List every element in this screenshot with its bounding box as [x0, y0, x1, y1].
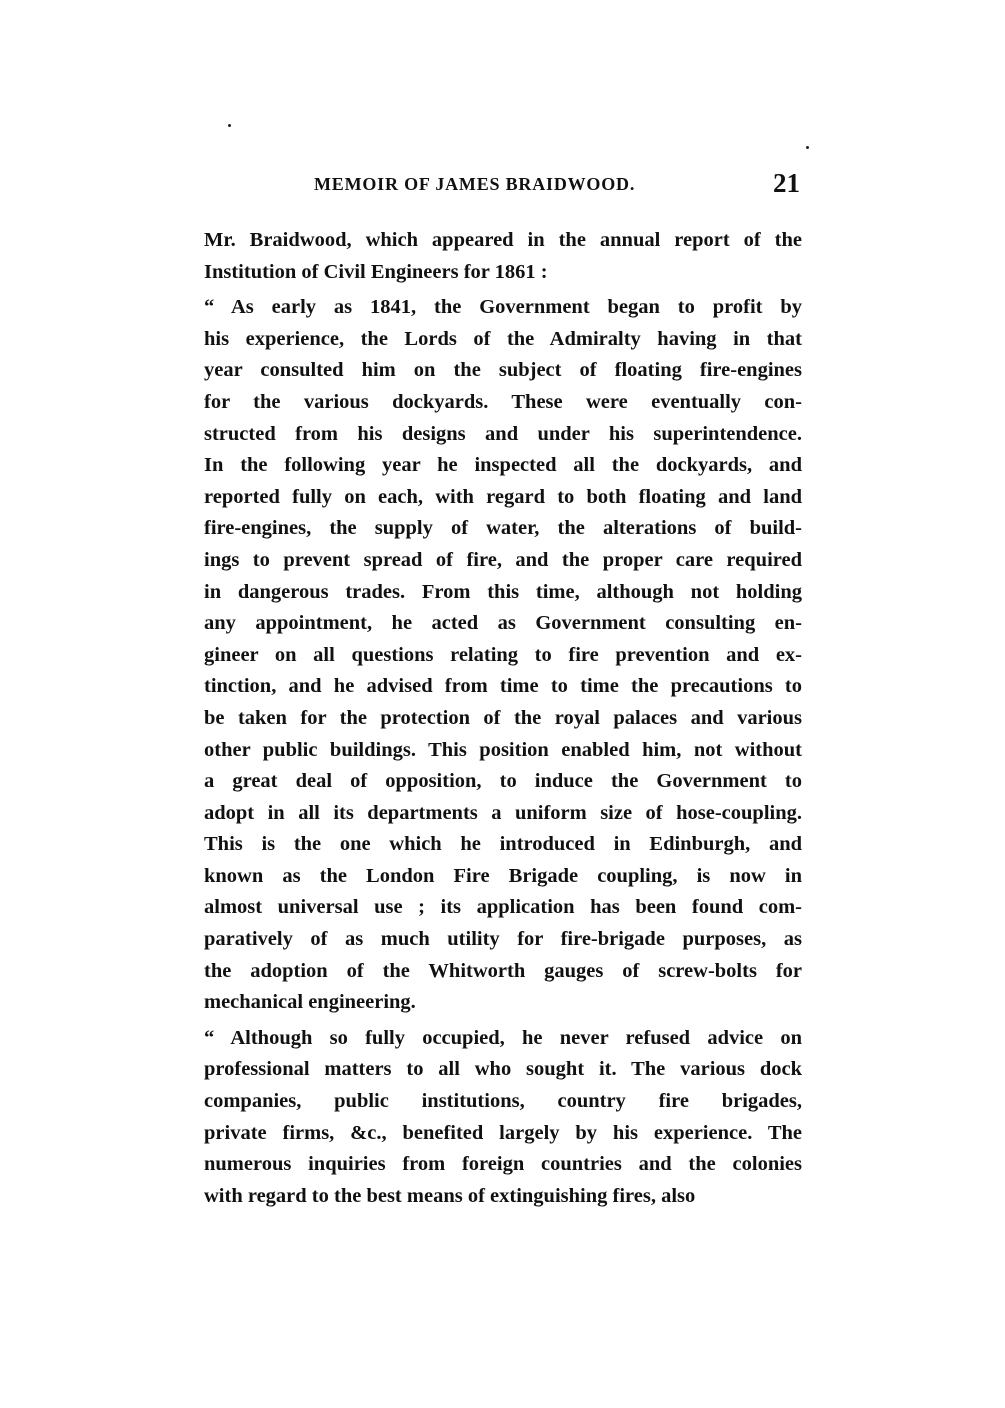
text-line: “ As early as 1841, the Government began to profit by [204, 296, 802, 319]
text-line: other public buildings. This position enabled him, not without [204, 738, 802, 761]
ink-speck [806, 146, 809, 149]
page-header [204, 168, 804, 204]
text-line: paratively of as much utility for fire-brigade purposes, as [204, 928, 802, 951]
text-line: reported fully on each, with regard to both floating and land [204, 485, 802, 508]
text-line: year consulted him on the subject of floating fire-engines [204, 359, 802, 382]
text-line: any appointment, he acted as Government consulting en- [204, 612, 802, 635]
text-line: numerous inquiries from foreign countries and the colonies [204, 1153, 802, 1176]
text-line: with regard to the best means of extinguishing fires, also [204, 1184, 696, 1207]
text-line: be taken for the protection of the royal palaces and various [204, 706, 802, 729]
text-line: for the various dockyards. These were eventually con- [204, 390, 802, 413]
text-line: ings to prevent spread of fire, and the proper care required [204, 548, 802, 571]
page-number: 21 [773, 168, 800, 198]
text-line: In the following year he inspected all the dockyards, and [204, 454, 802, 477]
text-line: tinction, and he advised from time to time the precautions to [204, 675, 802, 698]
body-text [204, 225, 802, 1212]
text-line: private firms, &c., benefited largely by his experience. The [204, 1121, 802, 1144]
paragraph [204, 1023, 802, 1213]
ink-speck [228, 124, 231, 127]
text-line: known as the London Fire Brigade coupling, is now in [204, 864, 802, 887]
text-line: gineer on all questions relating to fire prevention and ex- [204, 643, 802, 666]
text-line: “ Although so fully occupied, he never refused advice on [204, 1026, 802, 1049]
text-line: adopt in all its departments a uniform size of hose-coupling. [204, 801, 802, 824]
text-line: structed from his designs and under his superintendence. [204, 422, 802, 445]
paragraph [204, 225, 802, 288]
text-line: Institution of Civil Engineers for 1861 : [204, 260, 548, 283]
text-line: almost universal use ; its application has been found com- [204, 896, 802, 919]
text-line: This is the one which he introduced in Edinburgh, and [204, 833, 802, 856]
text-line: mechanical engineering. [204, 991, 416, 1014]
text-line: fire-engines, the supply of water, the alterations of build- [204, 517, 802, 540]
text-line: professional matters to all who sought it. The various dock [204, 1058, 802, 1081]
running-head: MEMOIR OF JAMES BRAIDWOOD. [314, 174, 636, 194]
paragraph [204, 292, 802, 1019]
text-line: in dangerous trades. From this time, although not holding [204, 580, 802, 603]
text-line: companies, public institutions, country fire brigades, [204, 1090, 802, 1113]
text-line: a great deal of opposition, to induce the Government to [204, 770, 802, 793]
text-line: the adoption of the Whitworth gauges of screw-bolts for [204, 959, 802, 982]
text-line: Mr. Braidwood, which appeared in the annual report of the [204, 229, 802, 251]
text-line: his experience, the Lords of the Admiralty having in that [204, 327, 802, 350]
